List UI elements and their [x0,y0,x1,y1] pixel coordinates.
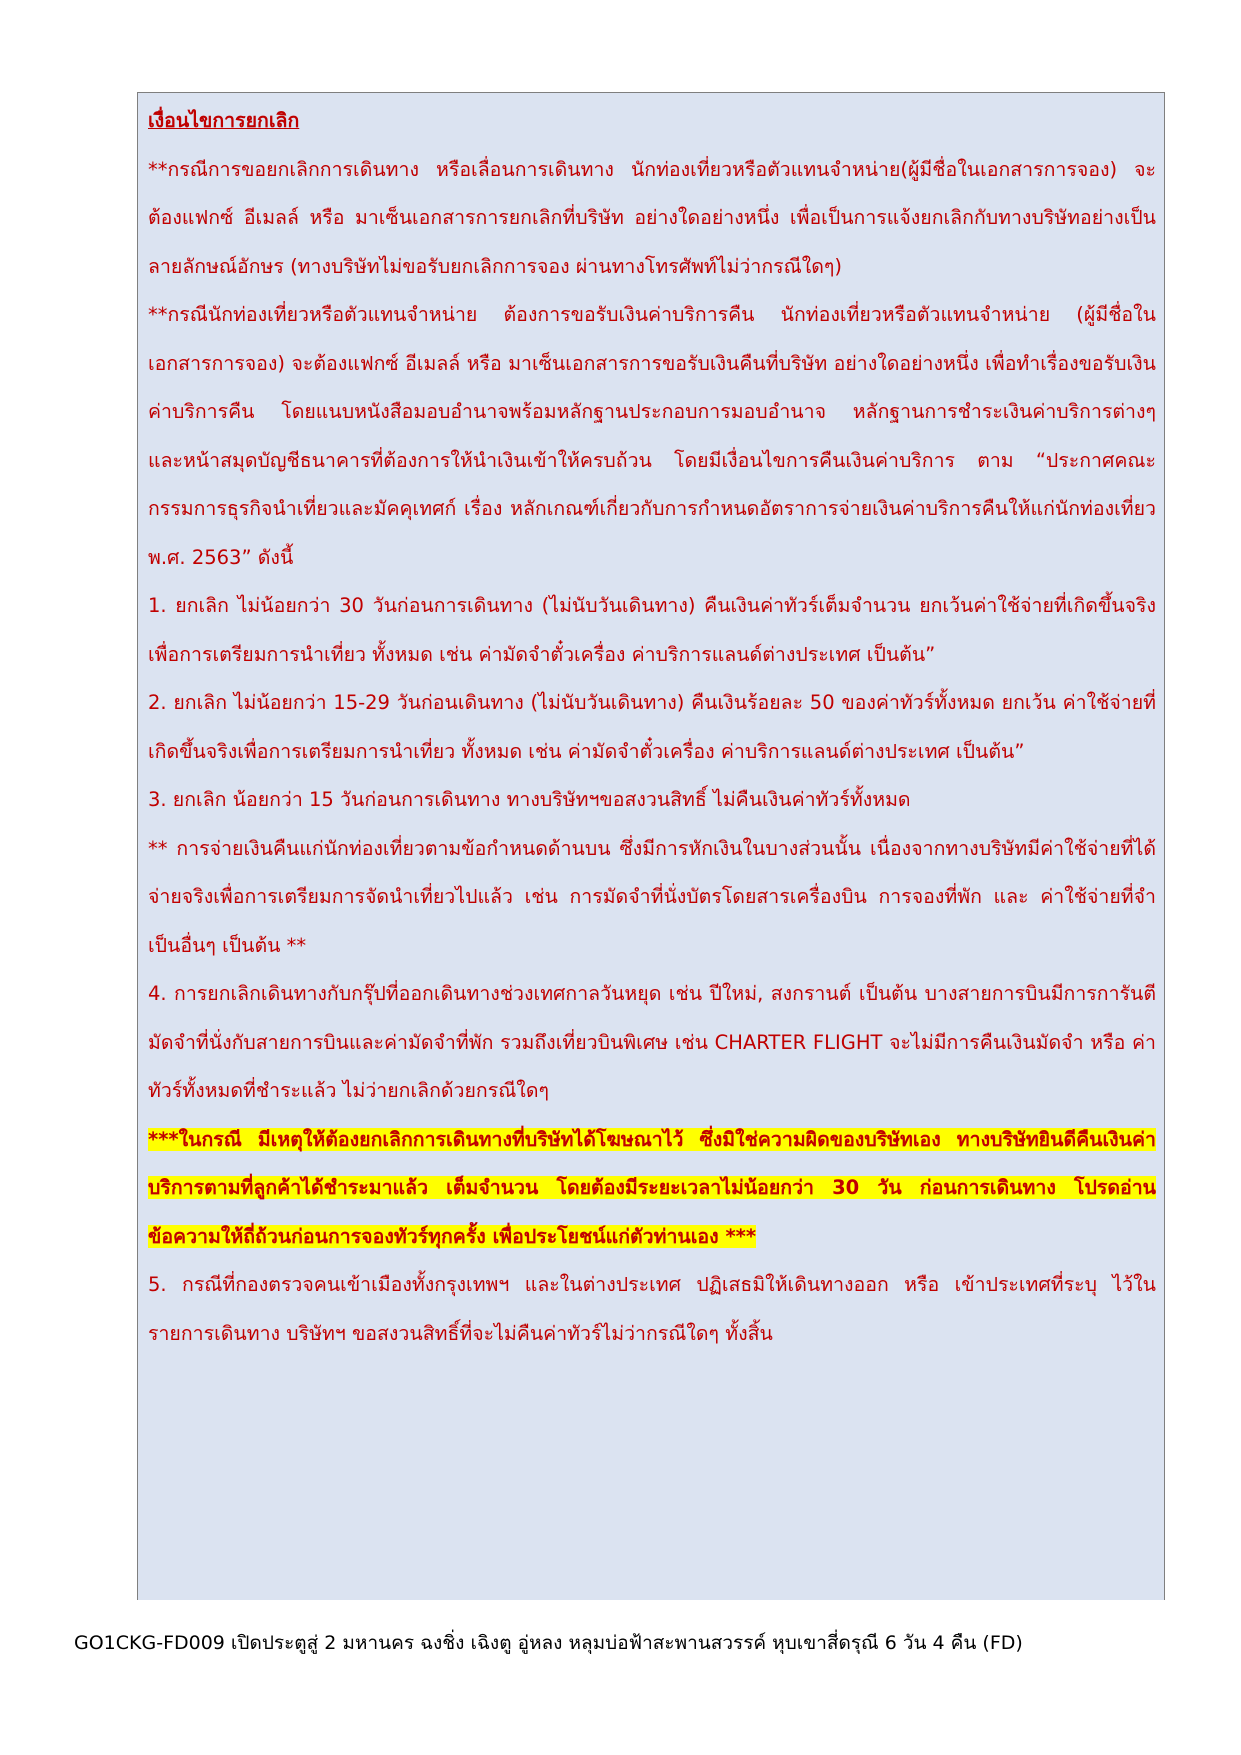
highlighted-notice-paragraph [148,1116,1156,1262]
condition-paragraph: 1. ยกเลิก ไม่น้อยกว่า 30 วันก่อนการเดินทาง (ไม่นับวันเดินทาง) คืนเงินค่าทัวร์เต็มจำนวน ยกเว้นค่าใช้จ่ายที่เกิดขึ้นจริงเพื่อการเตรียมการนำเที่ยว ทั้งหมด เช่น ค่ามัดจำตั๋วเครื่อง ค่าบริการแลนด์ต่างประเทศ เป็นต้น” [148,594,1156,666]
condition-paragraph: 3. ยกเลิก น้อยกว่า 15 วันก่อนการเดินทาง ทางบริษัทฯขอสงวนสิทธิ์ ไม่คืนเงินค่าทัวร์ทั้งหมด [148,788,911,811]
condition-paragraph: **กรณีนักท่องเที่ยวหรือตัวแทนจำหน่าย ต้องการขอรับเงินค่าบริการคืน นักท่องเที่ยวหรือตัวแทนจำหน่าย (ผู้มีชื่อในเอกสารการจอง) จะต้องแฟกซ์ อีเมลล์ หรือ มาเซ็นเอกสารการขอรับเงินคืนที่บริษัท อย่างใดอย่างหนึ่ง เพื่อทำเรื่องขอรับเงินค่าบริการคืน โดยแนบหนังสือมอบอำนาจพร้อมหลักฐานประกอบการมอบอำนาจ หลักฐานการชำระเงินค่าบริการต่างๆ และหน้าสมุดบัญชีธนาคารที่ต้องการให้นำเงินเข้าให้ครบถ้วน โดยมีเงื่อนไขการคืนเงินค่าบริการ ตาม “ประกาศคณะกรรมการธุรกิจนำเที่ยวและมัคคุเทศก์ เรื่อง หลักเกณฑ์เกี่ยวกับการกำหนดอัตราการจ่ายเงินค่าบริการคืนให้แก่นักท่องเที่ยว พ.ศ. 2563” ดังนี้ [148,303,1156,569]
page-footer: GO1CKG-FD009 เปิดประตูสู่ 2 มหานคร ฉงชิ่ง เฉิงตู อู่หลง หลุมบ่อฟ้าสะพานสวรรค์ หุบเขาสี่ดรุณี 6 วัน 4 คืน (FD) [74,1632,1023,1654]
condition-paragraph: ** การจ่ายเงินคืนแก่นักท่องเที่ยวตามข้อกำหนดด้านบน ซึ่งมีการหักเงินในบางส่วนนั้น เนื่องจากทางบริษัทมีค่าใช้จ่ายที่ได้จ่ายจริงเพื่อการเตรียมการจัดนำเที่ยวไปแล้ว เช่น การมัดจำที่นั่งบัตรโดยสารเครื่องบิน การจองที่พัก และ ค่าใช้จ่ายที่จำเป็นอื่นๆ เป็นต้น ** [148,836,1156,957]
condition-paragraph: 5. กรณีที่กองตรวจคนเข้าเมืองทั้งกรุงเทพฯ และในต่างประเทศ ปฏิเสธมิให้เดินทางออก หรือ เข้าประเทศที่ระบุ ไว้ในรายการเดินทาง บริษัทฯ ขอสงวนสิทธิ์ที่จะไม่คืนค่าทัวร์ไม่ว่ากรณีใดๆ ทั้งสิ้น [148,1273,1156,1345]
condition-paragraph: **กรณีการขอยกเลิกการเดินทาง หรือเลื่อนการเดินทาง นักท่องเที่ยวหรือตัวแทนจำหน่าย(ผู้มีชื่อในเอกสารการจอง) จะต้องแฟกซ์ อีเมลล์ หรือ มาเซ็นเอกสารการยกเลิกที่บริษัท อย่างใดอย่างหนึ่ง เพื่อเป็นการแจ้งยกเลิกกับทางบริษัทอย่างเป็นลายลักษณ์อักษร (ทางบริษัทไม่ขอรับยกเลิกการจอง ผ่านทางโทรศัพท์ไม่ว่ากรณีใดๆ) [148,157,1156,278]
condition-paragraph: 4. การยกเลิกเดินทางกับกรุ๊ปที่ออกเดินทางช่วงเทศกาลวันหยุด เช่น ปีใหม่, สงกรานต์ เป็นต้น บางสายการบินมีการการันตีมัดจำที่นั่งกับสายการบินและค่ามัดจำที่พัก รวมถึงเที่ยวบินพิเศษ เช่น CHARTER FLIGHT จะไม่มีการคืนเงินมัดจำ หรือ ค่าทัวร์ทั้งหมดที่ชำระแล้ว ไม่ว่ายกเลิกด้วยกรณีใดๆ [148,982,1156,1102]
conditions-heading: เงื่อนไขการยกเลิก [148,109,300,132]
condition-paragraph: 2. ยกเลิก ไม่น้อยกว่า 15-29 วันก่อนเดินทาง (ไม่นับวันเดินทาง) คืนเงินร้อยละ 50 ของค่าทัวร์ทั้งหมด ยกเว้น ค่าใช้จ่ายที่เกิดขึ้นจริงเพื่อการเตรียมการนำเที่ยว ทั้งหมด เช่น ค่ามัดจำตั๋วเครื่อง ค่าบริการแลนด์ต่างประเทศ เป็นต้น” [148,691,1156,763]
highlighted-notice: ***ในกรณี มีเหตุให้ต้องยกเลิกการเดินทางที่บริษัทได้โฆษณาไว้ ซึ่งมิใช่ความผิดของบริษัทเอง ทางบริษัทยินดีคืนเงินค่าบริการตามที่ลูกค้าได้ชำระมาแล้ว เต็มจำนวน โดยต้องมีระยะเวลาไม่น้อยกว่า 30 วัน ก่อนการเดินทาง โปรดอ่านข้อความให้ถี่ถ้วนก่อนการจองทัวร์ทุกครั้ง เพื่อประโยชน์แก่ตัวท่านเอง *** [148,1127,1156,1248]
cancellation-conditions-box [137,92,1165,1600]
